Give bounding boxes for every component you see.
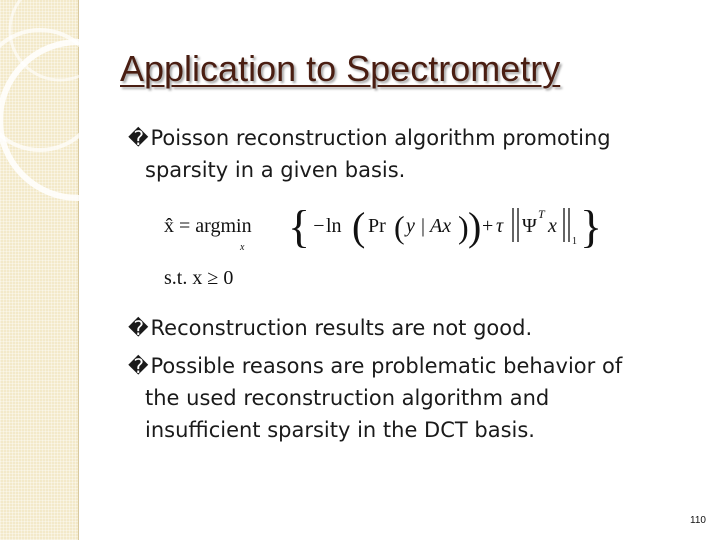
formula-right-brace: } (580, 201, 603, 252)
bullet-1 (128, 122, 688, 186)
formula-psi: Ψ (522, 215, 537, 237)
page-number: 110 (690, 515, 706, 526)
bullet-3-line-1: Possible reasons are problematic behavior of (150, 354, 623, 378)
formula-x: x (548, 215, 557, 237)
formula-minus: − (312, 215, 326, 237)
formula-condition: y | Ax (406, 215, 452, 237)
bullet-1-line-2: sparsity in a given basis. (145, 158, 406, 182)
formula (160, 200, 620, 295)
formula-plus: + (482, 215, 494, 237)
formula-inner-close-paren: ) (458, 209, 469, 245)
formula-pr: Pr (368, 215, 386, 237)
formula-close-paren: ) (468, 204, 482, 249)
formula-open-paren: ( (352, 204, 366, 249)
formula-norm-subscript: 1 (572, 236, 577, 247)
decorative-circles (0, 0, 120, 260)
formula-ln: ln (326, 215, 342, 237)
formula-left-brace: { (288, 201, 311, 252)
bullet-1-line-1: Poisson reconstruction algorithm promoting (150, 126, 611, 150)
formula-psi-superscript: T (538, 207, 545, 221)
bullet-2 (128, 312, 688, 344)
slide-title: Application to Spectrometry (120, 48, 561, 89)
formula-inner-open-paren: ( (394, 209, 405, 245)
formula-argmin: x̂ = argmin (164, 215, 252, 237)
bullet-icon: � (128, 354, 149, 378)
bullet-3-line-3: insufficient sparsity in the DCT basis. (145, 418, 535, 442)
formula-argmin-subscript: x (240, 242, 245, 253)
bullet-3 (128, 350, 688, 446)
bullet-3-line-2: the used reconstruction algorithm and (145, 386, 550, 410)
bullet-icon: � (128, 126, 149, 150)
formula-constraint: s.t. x ≥ 0 (164, 267, 234, 289)
bullet-2-line-1: Reconstruction results are not good. (150, 316, 533, 340)
bullet-icon: � (128, 316, 149, 340)
formula-tau: τ (496, 215, 504, 237)
